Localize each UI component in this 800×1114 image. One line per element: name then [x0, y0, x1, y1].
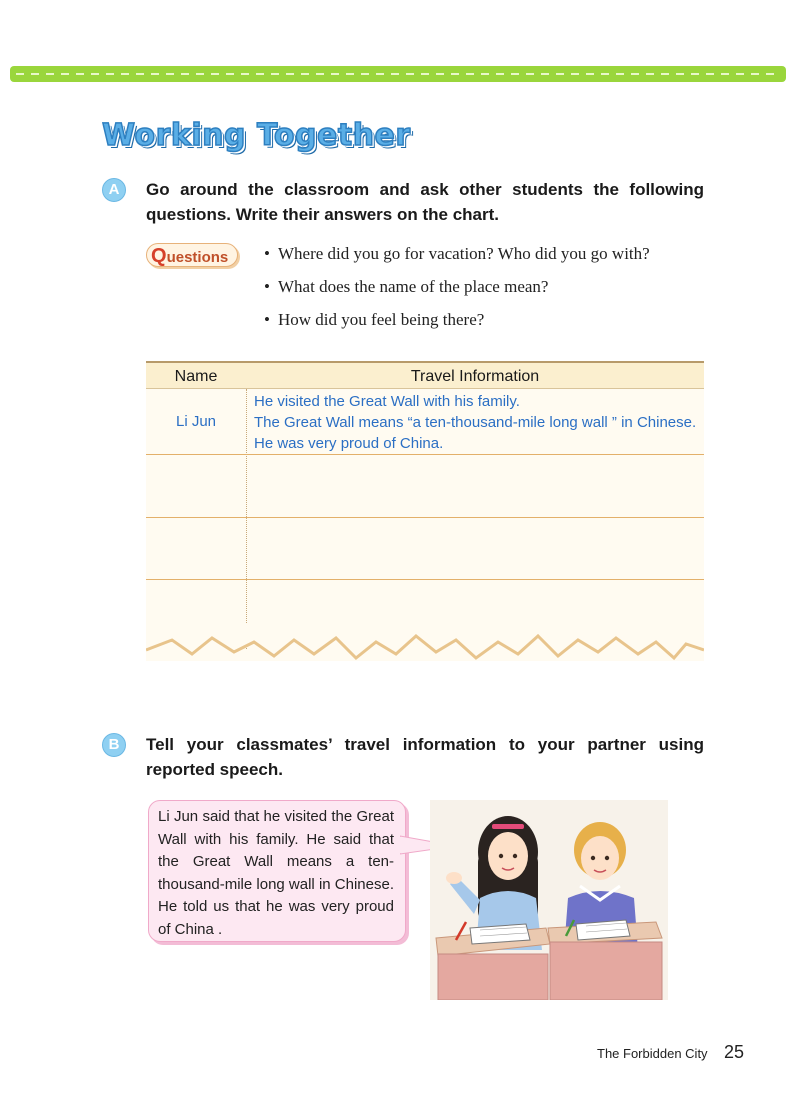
questions-tag: [146, 243, 238, 267]
top-decorative-band: [10, 64, 786, 84]
row-divider: [146, 454, 704, 455]
question-item: • Where did you go for vacation? Who did you go with?: [264, 244, 650, 263]
row-travel-info: He visited the Great Wall with his family. The Great Wall means “a ten-thousand-mile long wall ” in Chinese. He was very proud of China.: [254, 393, 697, 452]
footer-chapter-title: The Forbidden City: [597, 1046, 708, 1061]
row-name: Li Jun: [175, 413, 217, 430]
students-illustration: [430, 800, 668, 1000]
chart-header: [146, 361, 704, 389]
header-name: Name: [174, 368, 218, 385]
section-title: Working Together: [102, 118, 411, 153]
questions-tag-initial: Q: [151, 245, 167, 267]
question-item: • What does the name of the place mean?: [264, 277, 549, 296]
part-b-instruction: Tell your classmates’ travel information to your partner using reported speech.: [146, 735, 704, 779]
part-a-badge: A: [102, 178, 126, 202]
questions-list: [264, 240, 650, 339]
part-a-instruction: Go around the classroom and ask other students the following questions. Write their answers on the chart.: [146, 180, 704, 224]
part-b-badge: B: [102, 733, 126, 757]
row-divider: [146, 517, 704, 518]
questions-tag-rest: uestions: [166, 249, 229, 266]
column-divider: [246, 389, 247, 649]
torn-paper-edge: [146, 624, 704, 668]
speech-bubble-text: Li Jun said that he visited the Great Wall with his family. He said that the Great Wall means a ten-thousand-mile long wall in Chinese. He told us that he was very proud of China .: [158, 808, 394, 938]
travel-chart: [146, 361, 704, 661]
header-travel-information: Travel Information: [410, 368, 540, 385]
row-divider: [146, 579, 704, 580]
question-item: • How did you feel being there?: [264, 310, 485, 329]
page-number: 25: [724, 1042, 745, 1062]
